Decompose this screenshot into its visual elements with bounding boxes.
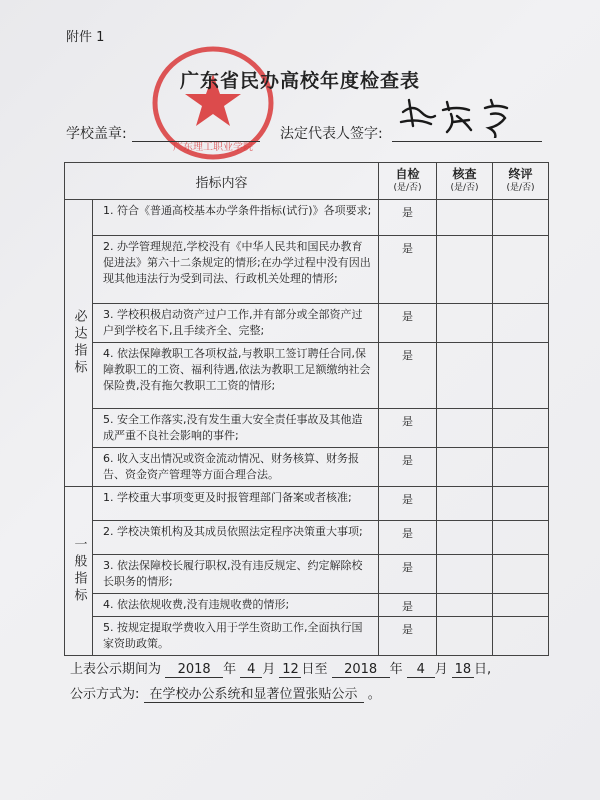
publicity-method-value: 在学校办公系统和显著位置张贴公示: [144, 683, 364, 703]
page-title: 广东省民办高校年度检查表: [179, 70, 420, 92]
end-year: 2018: [332, 662, 390, 678]
school-seal-line: [132, 141, 260, 142]
table-row-item: 6. 收入支出情况或资金流动情况、财务核算、财务报告、资金资产管理等方面合理合法。: [93, 448, 379, 487]
self-check-value: 是: [379, 409, 437, 448]
table-row-item: 3. 学校积极启动资产过户工作,并有部分或全部资产过户到学校名下,且手续齐全、完整;: [93, 304, 379, 343]
handwritten-signature: [395, 92, 535, 138]
category-general: 一般指标: [65, 487, 93, 656]
category-required: 必达指标: [65, 200, 93, 487]
self-check-value: 是: [379, 487, 437, 521]
annex-label: 附件 1: [66, 30, 105, 45]
school-seal-stamp: [150, 44, 276, 162]
self-check-value: 是: [379, 200, 437, 236]
self-check-value: 是: [379, 448, 437, 487]
school-seal-label: 学校盖章:: [66, 126, 127, 142]
table-row-item: 1. 符合《普通高校基本办学条件指标(试行)》各项要求;: [93, 200, 379, 236]
legal-rep-label: 法定代表人签字:: [280, 126, 383, 142]
header-self-check: 自检 (是/否): [379, 163, 437, 200]
table-row-item: 4. 依法依规收费,没有违规收费的情形;: [93, 594, 379, 617]
table-row-item: 5. 按规定提取学费收入用于学生资助工作,全面执行国家资助政策。: [93, 617, 379, 656]
self-check-value: 是: [379, 555, 437, 594]
publicity-period: 上表公示期间为 2018 年 4 月 12 日至 2018 年 4 月 18 日,: [70, 662, 492, 677]
inspection-table: [64, 162, 549, 656]
table-row-item: 2. 学校决策机构及其成员依照法定程序决策重大事项;: [93, 521, 379, 555]
self-check-value: 是: [379, 304, 437, 343]
start-day: 12: [279, 662, 301, 678]
self-check-value: 是: [379, 521, 437, 555]
self-check-value: 是: [379, 343, 437, 409]
header-review: 核查 (是/否): [437, 163, 493, 200]
end-day: 18: [452, 662, 474, 678]
table-row-item: 2. 办学管理规范,学校没有《中华人民共和国民办教育促进法》第六十二条规定的情形;在办学过程中没有因出现其他违法行为受到司法、行政机关处理的情形;: [93, 236, 379, 304]
table-row-item: 5. 安全工作落实,没有发生重大安全责任事故及其他造成严重不良社会影响的事件;: [93, 409, 379, 448]
self-check-value: 是: [379, 617, 437, 656]
self-check-value: 是: [379, 594, 437, 617]
header-content: 指标内容: [65, 163, 379, 200]
publicity-method: 公示方式为: 在学校办公系统和显著位置张贴公示 。: [70, 683, 381, 703]
end-month: 4: [407, 662, 435, 678]
table-row-item: 4. 依法保障教职工各项权益,与教职工签订聘任合同,保障教职工的工资、福利待遇,依法为教职工足额缴纳社会保险费,没有拖欠教职工工资的情形;: [93, 343, 379, 409]
header-final: 终评 (是/否): [493, 163, 549, 200]
start-month: 4: [240, 662, 262, 678]
self-check-value: 是: [379, 236, 437, 304]
start-year: 2018: [165, 662, 223, 678]
table-row-item: 3. 依法保障校长履行职权,没有违反规定、约定解除校长职务的情形;: [93, 555, 379, 594]
svg-text:广东理工职业学院: 广东理工职业学院: [173, 142, 253, 153]
table-row-item: 1. 学校重大事项变更及时报管理部门备案或者核准;: [93, 487, 379, 521]
legal-rep-line: [392, 141, 542, 142]
